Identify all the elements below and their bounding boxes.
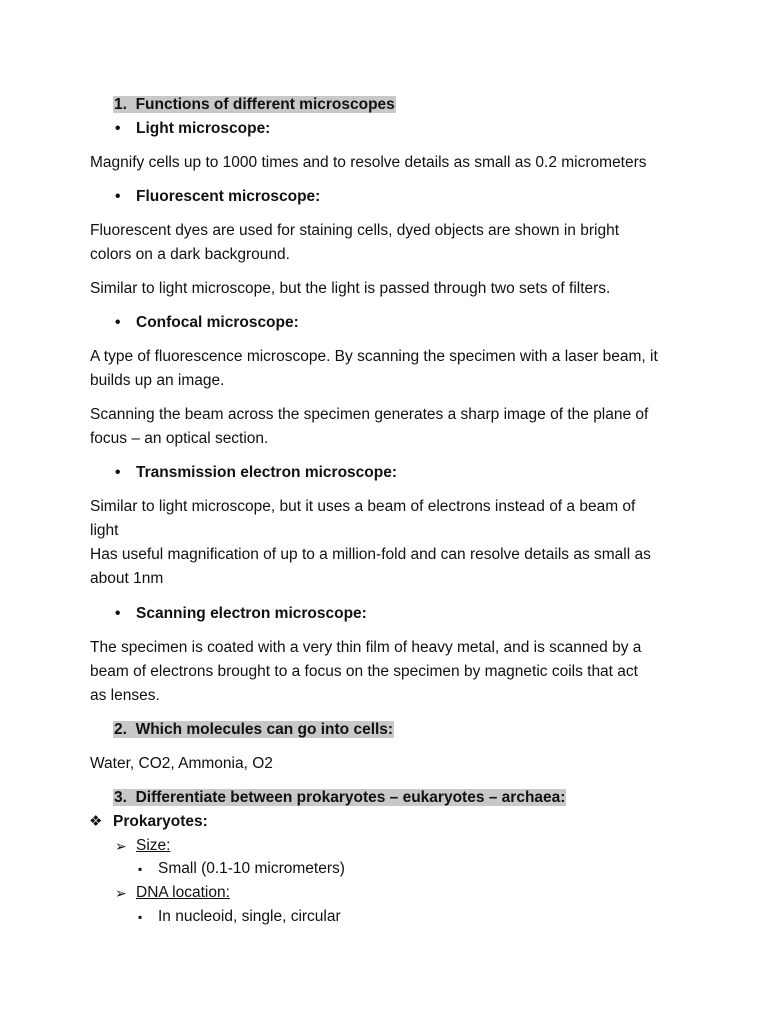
sem-text-line-1: The specimen is coated with a very thin film of heavy metal, and is scanned by a <box>90 639 642 656</box>
sem-title: Scanning electron microscope: <box>136 605 367 622</box>
confocal-text-2-line-1: Scanning the beam across the specimen generates a sharp image of the plane of <box>90 406 649 423</box>
diamond-bullet-icon: ❖ <box>89 813 103 830</box>
tem-text-line-1: Similar to light microscope, but it uses a beam of electrons instead of a beam of <box>90 498 636 515</box>
dna-location-label: DNA location: <box>136 884 230 901</box>
prokaryotes-title: Prokaryotes: <box>113 813 208 830</box>
sem-text-line-2: beam of electrons brought to a focus on the specimen by magnetic coils that act <box>90 663 638 680</box>
confocal-microscope-title: Confocal microscope: <box>136 314 299 331</box>
tem-text-line-4: about 1nm <box>90 570 164 587</box>
fluorescent-text-2: Similar to light microscope, but the light is passed through two sets of filters. <box>90 280 611 297</box>
heading-3-text: Differentiate between prokaryotes – eukaryotes – archaea: <box>135 789 566 806</box>
bullet-icon: • <box>115 314 121 331</box>
confocal-text-2-line-2: focus – an optical section. <box>90 430 269 447</box>
tem-title: Transmission electron microscope: <box>136 464 398 481</box>
confocal-text-line-2: builds up an image. <box>90 372 225 389</box>
heading-3 <box>113 786 566 810</box>
heading-2-text: Which molecules can go into cells: <box>135 721 394 738</box>
heading-1 <box>113 93 396 117</box>
heading-1-text: Functions of different microscopes <box>135 96 395 113</box>
fluorescent-text-line-2: colors on a dark background. <box>90 246 290 263</box>
bullet-icon: • <box>115 120 121 137</box>
square-bullet-icon: ▪ <box>138 862 143 876</box>
dna-location-value: In nucleoid, single, circular <box>158 908 341 925</box>
tem-text-line-2: light <box>90 522 119 539</box>
arrow-bullet-icon: ➢ <box>115 885 127 901</box>
square-bullet-icon: ▪ <box>138 910 143 924</box>
sem-text-line-3: as lenses. <box>90 687 160 704</box>
tem-text-line-3: Has useful magnification of up to a million-fold and can resolve details as small as <box>90 546 651 563</box>
light-microscope-text: Magnify cells up to 1000 times and to resolve details as small as 0.2 micrometers <box>90 154 647 171</box>
size-label: Size: <box>136 837 171 854</box>
arrow-bullet-icon: ➢ <box>115 838 127 854</box>
light-microscope-title: Light microscope: <box>136 120 271 137</box>
heading-3-number: 3. <box>114 789 127 806</box>
size-value: Small (0.1-10 micrometers) <box>158 860 345 877</box>
heading-2-number: 2. <box>114 721 127 738</box>
confocal-text-line-1: A type of fluorescence microscope. By scanning the specimen with a laser beam, it <box>90 348 658 365</box>
fluorescent-text-line-1: Fluorescent dyes are used for staining cells, dyed objects are shown in bright <box>90 222 620 239</box>
bullet-icon: • <box>115 464 121 481</box>
fluorescent-microscope-title: Fluorescent microscope: <box>136 188 321 205</box>
molecules-text: Water, CO2, Ammonia, O2 <box>90 755 273 772</box>
bullet-icon: • <box>115 188 121 205</box>
bullet-icon: • <box>115 605 121 622</box>
heading-1-number: 1. <box>114 96 127 113</box>
heading-2 <box>113 718 394 742</box>
